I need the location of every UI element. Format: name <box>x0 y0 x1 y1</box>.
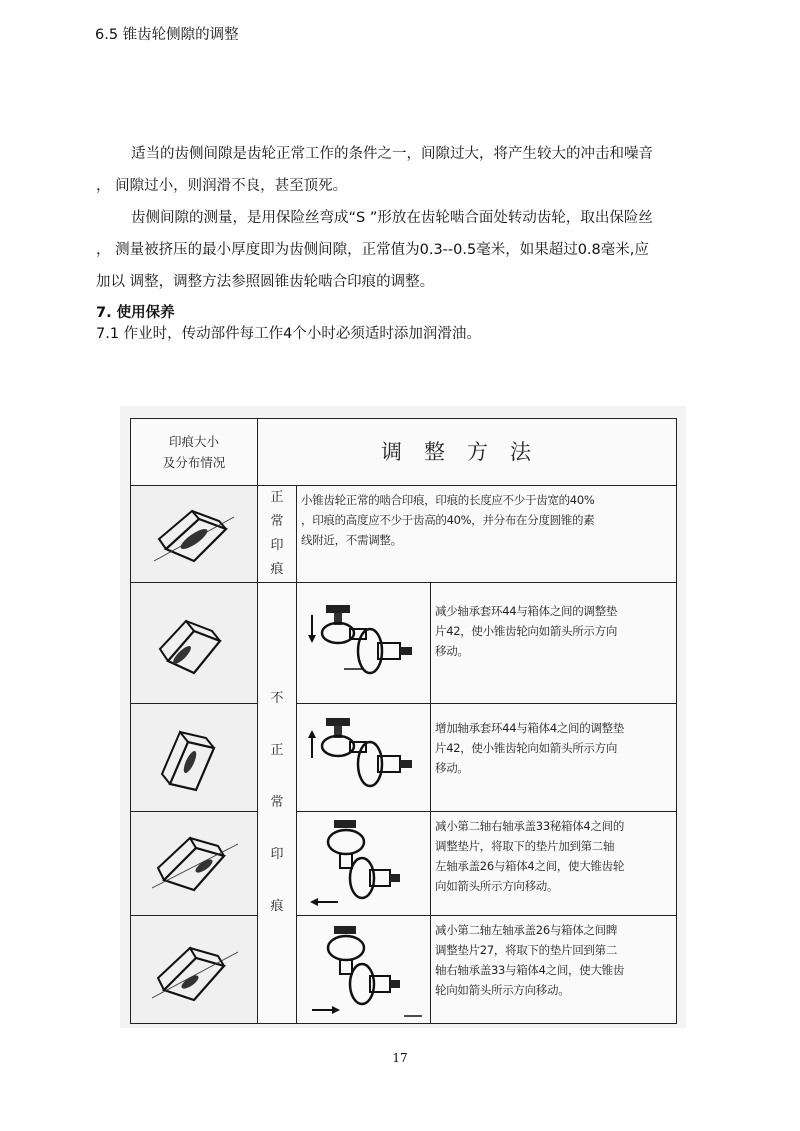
gear-tooth-pattern-icon <box>144 718 244 798</box>
row-3-line-2: 片42，使小锥齿轮向如箭头所示方向 <box>435 741 618 755</box>
row-3-line-3: 移动。 <box>435 761 469 775</box>
abnormal-label-char-4: 印 <box>270 847 284 862</box>
row-5-line-3: 轴右轴承盖33与箱体4之间，使大锥齿 <box>435 963 625 977</box>
header-left-line-1: 印痕大小 <box>168 434 219 449</box>
row-2-line-1: 减少轴承套环44与箱体之间的调整垫 <box>435 604 618 618</box>
row-4-line-4: 向如箭头所示方向移动。 <box>435 879 559 893</box>
abnormal-label-char-2: 正 <box>270 743 284 758</box>
adjustment-diagram-3 <box>297 704 431 812</box>
paragraph-1-line-2: ， 间隙过小，则润滑不良，甚至顶死。 <box>96 178 348 194</box>
normal-pattern-description <box>297 486 677 583</box>
paragraph-2-line-2: ， 测量被挤压的最小厚度即为齿侧间隙，正常值为0.3--0.5毫米，如果超过0.8毫米,应 <box>96 242 649 258</box>
paragraph-2-line-3: 加以 调整，调整方法参照圆锥齿轮啮合印痕的调整。 <box>96 274 435 290</box>
maintenance-heading: 7. 使用保养 <box>96 305 175 321</box>
gear-assembly-icon <box>304 920 424 1020</box>
row-2-line-3: 移动。 <box>435 644 469 658</box>
abnormal-label-char-5: 痕 <box>270 899 284 914</box>
abnormal-label-char-1: 不 <box>270 691 284 706</box>
normal-label-char-2: 常 <box>270 514 284 529</box>
gear-assembly-icon <box>304 814 424 914</box>
adjustment-description-4 <box>431 812 677 916</box>
row-3-line-1: 增加轴承套环44与箱体4之间的调整垫 <box>435 721 625 735</box>
gear-assembly-icon <box>304 593 424 693</box>
header-left-line-2: 及分布情况 <box>162 455 226 470</box>
abnormal-label-char-3: 常 <box>270 795 284 810</box>
adjustment-table <box>130 418 677 1024</box>
normal-label-char-4: 痕 <box>270 562 284 577</box>
header-contact-pattern <box>131 419 258 486</box>
adjustment-diagram-4 <box>297 812 431 916</box>
pattern-image-normal <box>131 486 258 583</box>
adjustment-table-figure <box>120 406 686 1028</box>
normal-label-char-1: 正 <box>270 490 284 505</box>
gear-tooth-pattern-icon <box>144 930 244 1010</box>
page-number: 17 <box>392 1051 408 1065</box>
maintenance-item-1: 7.1 作业时，传动部件每工作4个小时必须适时添加润滑油。 <box>96 326 481 342</box>
paragraph-1-line-1: 适当的齿侧间隙是齿轮正常工作的条件之一，间隙过大，将产生较大的冲击和噪音 <box>131 146 653 162</box>
normal-label-char-3: 印 <box>270 538 284 553</box>
row-1-line-1: 小锥齿轮正常的啮合印痕，印痕的长度应不少于齿宽的40% <box>301 493 595 507</box>
row-2-line-2: 片42，使小锥齿轮向如箭头所示方向 <box>435 624 618 638</box>
row-4-line-2: 调整垫片，将取下的垫片加到第二轴 <box>435 839 615 853</box>
adjustment-diagram-2 <box>297 583 431 704</box>
section-title: 6.5 锥齿轮侧隙的调整 <box>95 27 239 43</box>
adjustment-description-3 <box>431 704 677 812</box>
pattern-image-5 <box>131 916 258 1024</box>
row-4-line-3: 左轴承盖26与箱体4之间，使大锥齿轮 <box>435 859 625 873</box>
gear-tooth-pattern-icon <box>144 603 244 683</box>
pattern-image-4 <box>131 812 258 916</box>
adjustment-diagram-5 <box>297 916 431 1024</box>
adjustment-description-2 <box>431 583 677 704</box>
gear-tooth-normal-icon <box>144 499 244 569</box>
row-4-line-1: 减小第二轴右轴承盖33秘箱体4之间的 <box>435 819 625 833</box>
gear-tooth-pattern-icon <box>144 824 244 904</box>
row-5-line-4: 轮向如箭头所示方向移动。 <box>435 983 570 997</box>
pattern-image-2 <box>131 583 258 704</box>
adjustment-description-5 <box>431 916 677 1024</box>
paragraph-2-line-1: 齿侧间隙的测量，是用保险丝弯成“S ”形放在齿轮啮合面处转动齿轮，取出保险丝 <box>131 210 653 226</box>
header-adjustment-method: 调整方法 <box>258 419 677 486</box>
abnormal-pattern-label <box>258 583 297 1024</box>
row-1-line-3: 线附近，不需调整。 <box>301 533 402 547</box>
normal-pattern-label <box>258 486 297 583</box>
row-5-line-1: 减小第二轴左轴承盖26与箱体之间睥 <box>435 923 618 937</box>
pattern-image-3 <box>131 704 258 812</box>
gear-assembly-icon <box>304 708 424 808</box>
row-1-line-2: ，印痕的高度应不少于齿高的40%，并分布在分度圆锥的素 <box>301 513 595 527</box>
row-5-line-2: 调整垫片27，将取下的垫片回到第二 <box>435 943 618 957</box>
